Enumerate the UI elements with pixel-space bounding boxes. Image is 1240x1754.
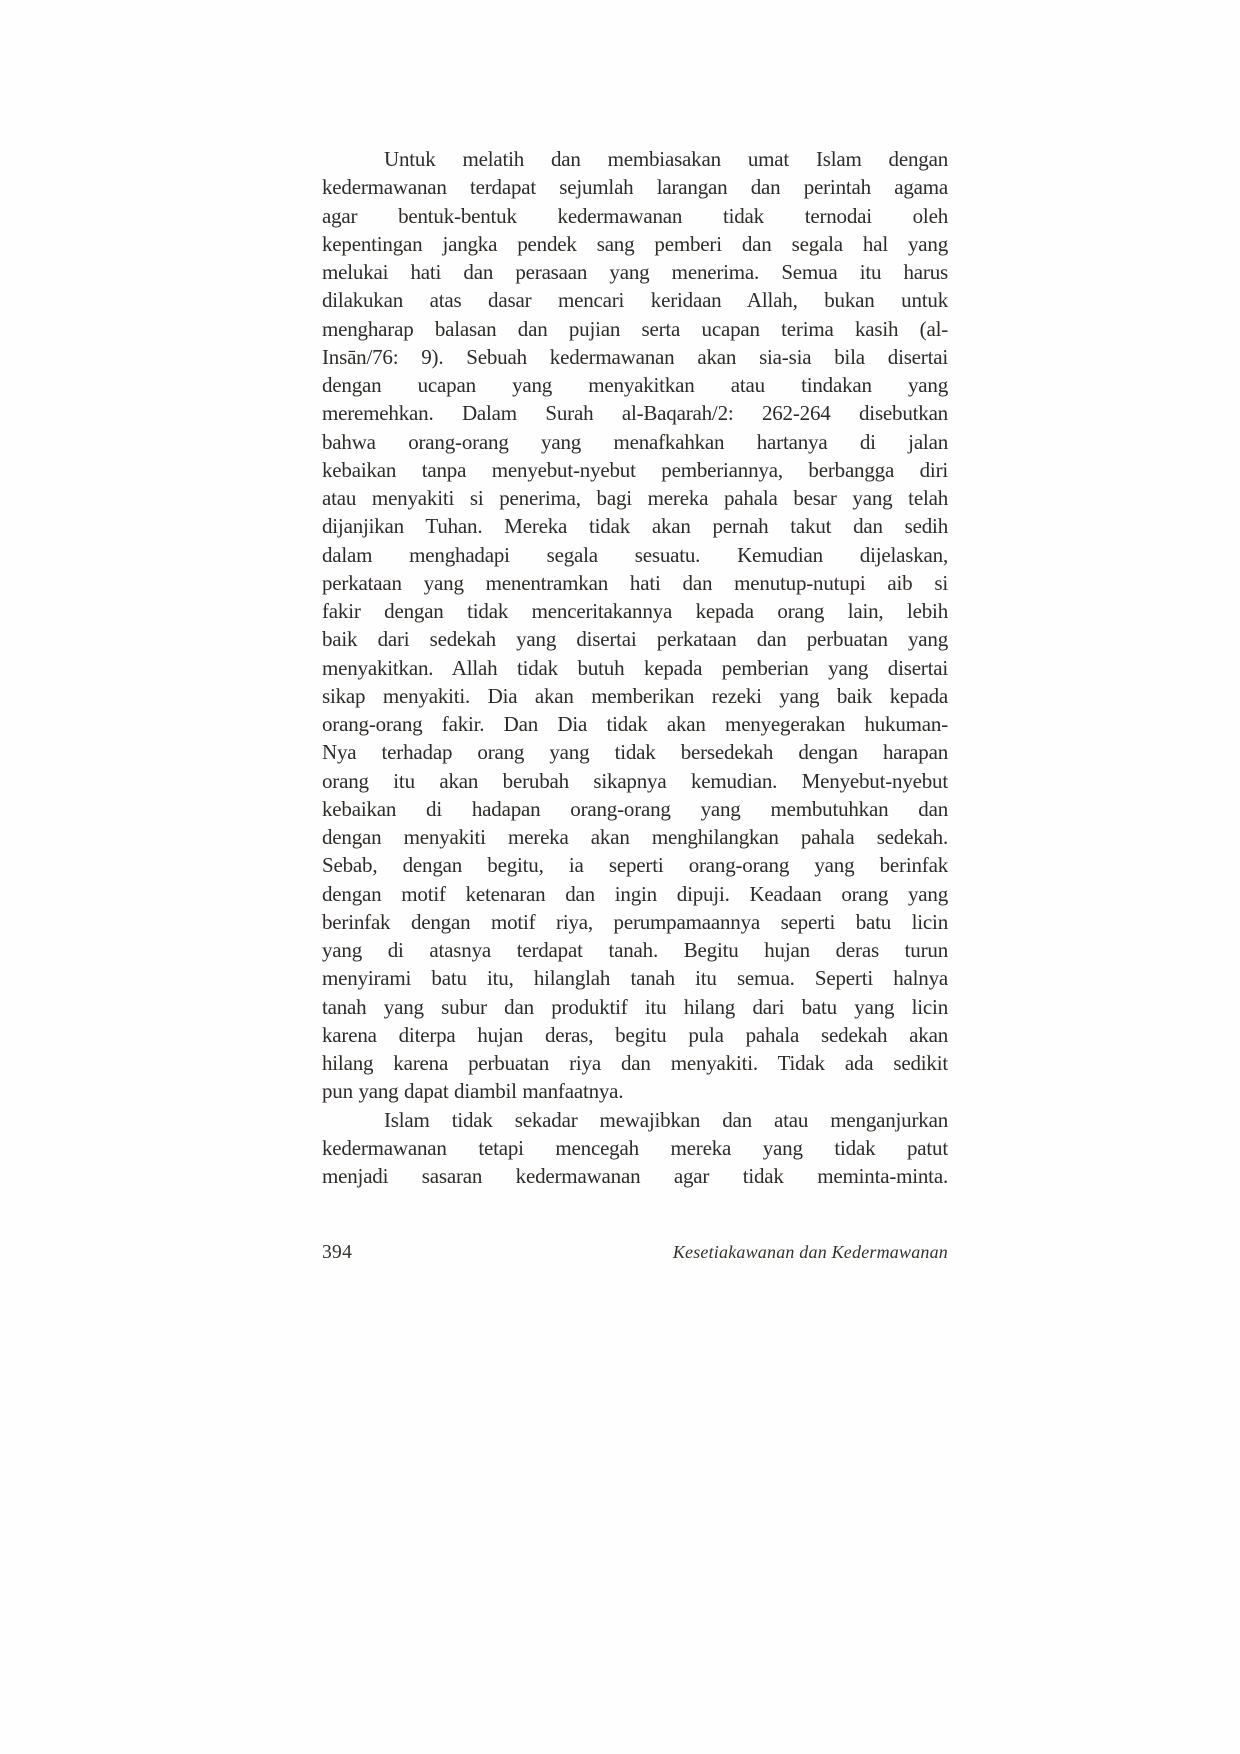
body-text bbox=[322, 145, 948, 1190]
text-line: atau menyakiti si penerima, bagi mereka pahala besar yang telah bbox=[322, 486, 948, 510]
text-line: Sebab, dengan begitu, ia seperti orang-orang yang berinfak bbox=[322, 853, 948, 878]
text-line: Untuk melatih dan membiasakan umat Islam dengan bbox=[384, 147, 948, 171]
text-line: baik dari sedekah yang disertai perkataan dan perbuatan yang bbox=[322, 627, 948, 652]
paragraph bbox=[322, 145, 948, 1106]
text-line: dilakukan atas dasar mencari keridaan Allah, bukan untuk bbox=[322, 288, 948, 313]
text-line: dengan ucapan yang menyakitkan atau tindakan yang bbox=[322, 373, 948, 397]
text-line: kebaikan tanpa menyebut-nyebut pemberiannya, berbangga diri bbox=[322, 457, 948, 482]
text-line: sikap menyakiti. Dia akan memberikan rezeki yang baik kepada bbox=[322, 683, 948, 708]
text-line: dengan menyakiti mereka akan menghilangkan pahala sedekah. bbox=[322, 825, 948, 849]
running-title: Kesetiakawanan dan Kedermawanan bbox=[672, 1242, 948, 1262]
text-line: Islam tidak sekadar mewajibkan dan atau menganjurkan bbox=[384, 1107, 948, 1132]
text-line: dijanjikan Tuhan. Mereka tidak akan pernah takut dan sedih bbox=[322, 514, 948, 539]
paragraph bbox=[322, 1106, 948, 1191]
text-line: hilang karena perbuatan riya dan menyakiti. Tidak ada sedikit bbox=[322, 1051, 948, 1075]
text-line: dengan motif ketenaran dan ingin dipuji. Keadaan orang yang bbox=[322, 881, 948, 906]
text-line: tanah yang subur dan produktif itu hilang dari batu yang licin bbox=[322, 994, 948, 1019]
text-line: fakir dengan tidak menceritakannya kepada orang lain, lebih bbox=[322, 599, 948, 623]
text-line: kedermawanan terdapat sejumlah larangan dan perintah agama bbox=[322, 175, 948, 200]
text-line: kebaikan di hadapan orang-orang yang membutuhkan dan bbox=[322, 796, 948, 821]
text-line: pun yang dapat diambil manfaatnya. bbox=[322, 1079, 624, 1104]
text-line: bahwa orang-orang yang menafkahkan hartanya di jalan bbox=[322, 429, 948, 454]
page-footer bbox=[322, 1242, 948, 1264]
text-line: orang itu akan berubah sikapnya kemudian. Menyebut-nyebut bbox=[322, 768, 948, 793]
text-line: karena diterpa hujan deras, begitu pula pahala sedekah akan bbox=[322, 1022, 948, 1047]
text-line: berinfak dengan motif riya, perumpamaannya seperti batu licin bbox=[322, 909, 948, 934]
text-line: Insān/76: 9). Sebuah kedermawanan akan sia-sia bila disertai bbox=[322, 344, 948, 369]
text-line: melukai hati dan perasaan yang menerima. Semua itu harus bbox=[322, 260, 948, 284]
text-line: kepentingan jangka pendek sang pemberi dan segala hal yang bbox=[322, 231, 948, 256]
text-line: menjadi sasaran kedermawanan agar tidak meminta-minta. bbox=[322, 1164, 948, 1188]
text-line: kedermawanan tetapi mencegah mereka yang tidak patut bbox=[322, 1135, 948, 1160]
text-line: orang-orang fakir. Dan Dia tidak akan menyegerakan hukuman- bbox=[322, 712, 948, 736]
text-line: mengharap balasan dan pujian serta ucapan terima kasih (al- bbox=[322, 316, 948, 341]
text-line: Nya terhadap orang yang tidak bersedekah dengan harapan bbox=[322, 740, 948, 765]
page-number: 394 bbox=[322, 1242, 353, 1263]
text-line: meremehkan. Dalam Surah al-Baqarah/2: 262-264 disebutkan bbox=[322, 401, 948, 426]
text-line: perkataan yang menentramkan hati dan menutup-nutupi aib si bbox=[322, 570, 948, 595]
text-line: yang di atasnya terdapat tanah. Begitu hujan deras turun bbox=[322, 938, 948, 962]
text-line: agar bentuk-bentuk kedermawanan tidak ternodai oleh bbox=[322, 203, 948, 228]
text-line: dalam menghadapi segala sesuatu. Kemudian dijelaskan, bbox=[322, 542, 948, 567]
text-line: menyirami batu itu, hilanglah tanah itu semua. Seperti halnya bbox=[322, 966, 948, 991]
text-line: menyakitkan. Allah tidak butuh kepada pemberian yang disertai bbox=[322, 655, 948, 680]
